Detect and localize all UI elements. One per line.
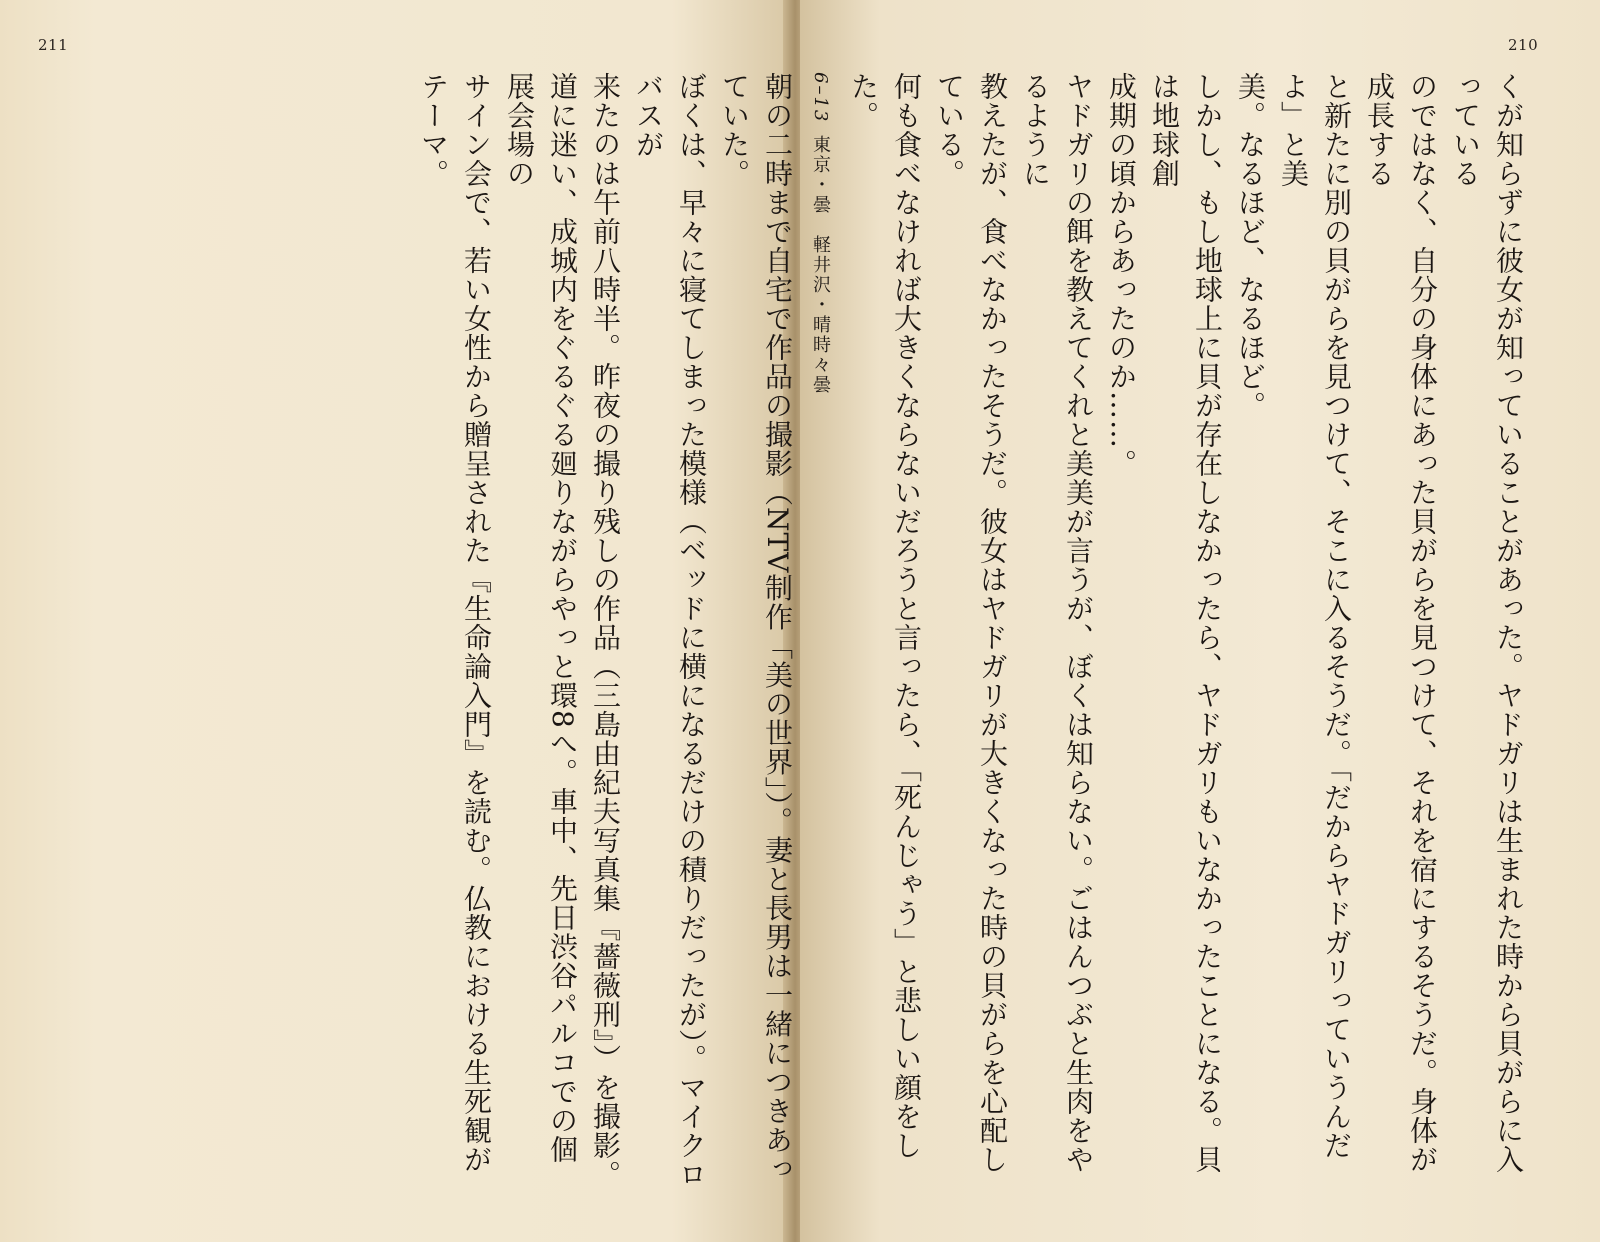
entry-location-weather: 東京・曇 軽井沢・晴時々曇 [810, 135, 831, 396]
entry-date: 6–13 [810, 72, 831, 124]
text-column: くが知らずに彼女が知っていることがあった。ヤドガリは生まれた時から貝がらに入っている [1449, 72, 1525, 1174]
text-column: 教えたが、食べなかったそうだ。彼女はヤドガリが大きくなった時の貝がらを心配している。 [933, 72, 1009, 1174]
text-column: 美。なるほど、なるほど。 [1234, 72, 1267, 420]
text-column: ぼくは、早々に寝てしまった模様（ベッドに横になるだけの積りだったが）。マイクロバスが [632, 72, 708, 1189]
text-column: 朝の二時まで自宅で作品の撮影（NTV制作「美の世界」）。妻と長男は一緒につきあっていた。 [718, 72, 794, 1184]
text-column: ヤドガリの餌を教えてくれと美美が言うが、ぼくは知らない。ごはんつぶと生肉をやるように [1019, 72, 1095, 1174]
text-column: 道に迷い、成城内をぐるぐる廻りながらやっと環8へ。車中、先日渋谷パルコでの個展会場の [503, 72, 579, 1164]
text-column: と新たに別の貝がらを見つけて、そこに入るそうだ。「だからヤドガリっていうんだよ」と美 [1277, 72, 1353, 1160]
right-page [417, 0, 1600, 1242]
text-column: 成期の頃からあったのか……。 [1105, 72, 1138, 478]
page-number: 211 [38, 36, 69, 54]
text-column: 何も食べなければ大きくならないだろうと言ったら、「死んじゃう」と悲しい顔をした。 [847, 72, 923, 1160]
right-page-text [417, 72, 1530, 1192]
text-column: のではなく、自分の身体にあった貝がらを見つけて、それを宿にするそうだ。身体が成長する [1363, 72, 1439, 1174]
text-column: サイン会で、若い女性から贈呈された『生命論入門』を読む。仏教における生死観がテーマ。 [417, 72, 493, 1174]
diary-entry-heading [799, 72, 842, 1192]
text-column: 来たのは午前八時半。昨夜の撮り残しの作品（三島由紀夫写真集『薔薇刑』）を撮影。 [589, 72, 622, 1189]
text-column: しかし、もし地球上に貝が存在しなかったら、ヤドガリもいなかったことになる。貝は地球創 [1148, 72, 1224, 1174]
page-number: 210 [1508, 36, 1539, 54]
